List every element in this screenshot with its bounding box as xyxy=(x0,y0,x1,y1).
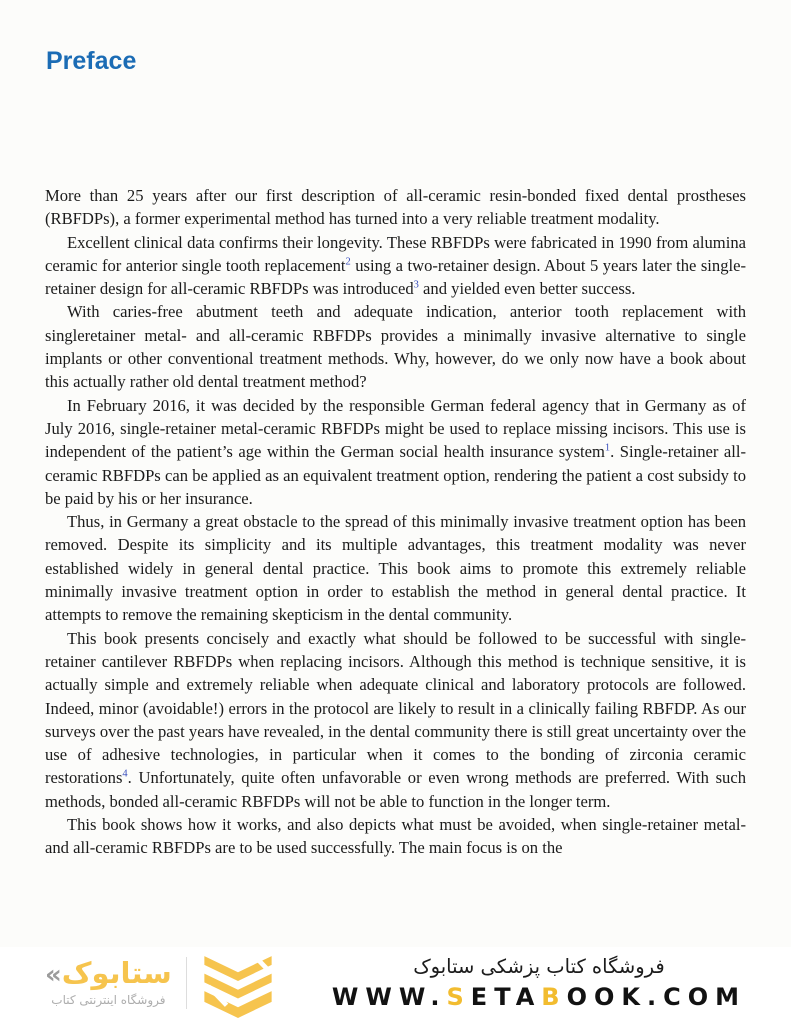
paragraph: More than 25 years after our first description of all-ceramic resin-bonded fixed dental prostheses (RBFDPs), a former experimental method has turned into a very reliable treatment modality. xyxy=(45,186,746,229)
paragraph: Excellent clinical data confirms their longevity. These RBFDPs were fabricated in 1990 from alumina ceramic for anterior single tooth replacement$^2$ using a two-retainer design. About 5 years later the single-retainer design for all-ceramic RBFDPs was introduced$^3$ and yielded even better success. xyxy=(45,232,746,299)
paragraph: Thus, in Germany a great obstacle to the spread of this minimally invasive treatment option has been removed. Despite its simplicity and its multiple advantages, this treatment modality was never established widely in general dental practice. This book aims to promote this extremely reliable minimally invasive treatment option in order to establish the method in general dental practice. It attempts to remove the remaining skepticism in the dental community. xyxy=(45,512,746,625)
website-letters: OOK.COM xyxy=(566,982,746,1011)
guillemet-mark: « xyxy=(45,960,62,991)
footer-banner xyxy=(0,947,791,1024)
citation-link[interactable]: 4 xyxy=(122,768,128,780)
paragraph: In February 2016, it was decided by the responsible German federal agency that in Germany as of July 2016, single-retainer metal-ceramic RBFDPs might be used to replace missing incisors. This use is independent of the patient’s age within the German social health insurance system$^1$. Single-retainer all-ceramic RBFDPs can be applied as an equivalent treatment option, rendering the patient a cost subsidy to be paid by his or her insurance. xyxy=(45,395,746,508)
citation-link[interactable]: 1 xyxy=(604,442,611,454)
paragraph: This book shows how it works, and also depicts what must be avoided, when single-retainer metal- and all-ceramic RBFDPs are to be used successfully. The main focus is on the xyxy=(45,815,746,858)
website-url[interactable] xyxy=(332,983,746,1011)
logo-wordmark-text: ستابوک xyxy=(61,956,172,991)
website-letters: WWW. xyxy=(331,982,447,1011)
footer-site-block xyxy=(332,955,746,1011)
logo-divider xyxy=(186,957,187,1009)
setabook-logo[interactable] xyxy=(45,948,275,1018)
page-title: Preface xyxy=(46,47,137,75)
logo-wordmark-block xyxy=(45,958,172,1006)
website-accent-letter: S xyxy=(446,982,471,1011)
store-name-farsi: فروشگاه کتاب پزشکی ستابوک xyxy=(413,954,665,978)
chevron-s-icon xyxy=(201,948,275,1018)
website-accent-letter: B xyxy=(541,982,567,1011)
logo-wordmark xyxy=(45,958,172,989)
citation-link[interactable]: 3 xyxy=(413,279,419,291)
citation-link[interactable]: 2 xyxy=(345,256,351,268)
preface-body xyxy=(45,184,746,1024)
logo-subtitle: فروشگاه اینترنتی کتاب xyxy=(51,992,166,1007)
preface-paragraphs xyxy=(45,184,746,860)
website-letters: ETA xyxy=(470,982,542,1011)
paragraph: This book presents concisely and exactly what should be followed to be successful with single-retainer cantilever RBFDPs when replacing incisors. Although this method is technique sensitive, it is actually simple and extremely reliable when adequate clinical and laboratory protocols are followed. Indeed, minor (avoidable!) errors in the protocol are likely to result in a clinically failing RBFDP. As our surveys over the past years have revealed, in the dental community there is still great uncertainty over the use of adhesive technologies, in particular when it comes to the bonding of zirconia ceramic restorations$^4$. Unfortunately, quite often unfavorable or even wrong methods are preferred. With such methods, bonded all-ceramic RBFDPs will not be able to function in the longer term. xyxy=(45,628,746,811)
paragraph: With caries-free abutment teeth and adequate indication, anterior tooth replacement with singleretainer metal- and all-ceramic RBFDPs provides a minimally invasive alternative to single implants or other conventional treatment methods. Why, however, do we only now have a book about this actually rather old dental treatment method? xyxy=(45,302,746,392)
